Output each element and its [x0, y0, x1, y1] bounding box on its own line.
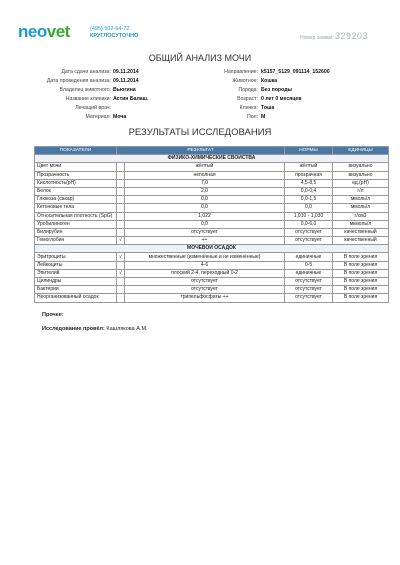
- cell-mark: [117, 179, 125, 187]
- cell-parameter: Кислотность(pH): [35, 179, 117, 187]
- cell-result: 2,0: [125, 187, 285, 195]
- cell-result: 1,022: [125, 212, 285, 220]
- cell-result: неполная: [125, 171, 285, 179]
- table-row: [35, 261, 389, 269]
- cell-norm: 4,5-8,5: [285, 179, 333, 187]
- info-value: 09.11.2014: [113, 69, 139, 75]
- table-row: [35, 187, 389, 195]
- contact-block: [90, 26, 138, 40]
- cell-parameter: Белок: [35, 187, 117, 195]
- cell-norm: отсутствует: [285, 294, 333, 302]
- table-row: [35, 171, 389, 179]
- cell-unit: качественный: [333, 237, 389, 245]
- info-label: Порода:: [238, 87, 258, 93]
- info-value: Без породы: [261, 87, 292, 93]
- cell-mark: [117, 196, 125, 204]
- info-label: Направление:: [224, 69, 258, 75]
- info-value: Астин Балаш.: [113, 96, 149, 102]
- document-title: ОБЩИЙ АНАЛИЗ МОЧИ: [148, 53, 252, 63]
- info-label: Животное:: [232, 78, 258, 84]
- section-title: ФИЗИКО-ХИМИЧЕСКИЕ СВОЙСТВА: [35, 155, 389, 163]
- cell-parameter: Эритроциты: [35, 253, 117, 261]
- section-row: [35, 245, 389, 253]
- cell-mark: [117, 278, 125, 286]
- cell-result: отсутствует: [125, 228, 285, 236]
- results-title: РЕЗУЛЬТАТЫ ИССЛЕДОВАНИЯ: [128, 127, 272, 138]
- cell-mark: [117, 163, 125, 171]
- cell-mark: [117, 171, 125, 179]
- cell-norm: единичные: [285, 269, 333, 277]
- cell-parameter: Эпителий: [35, 269, 117, 277]
- cell-result: отсутствует: [125, 278, 285, 286]
- column-header: ЕДИНИЦЫ: [333, 147, 389, 155]
- info-label: Владелец животного:: [59, 87, 111, 93]
- cell-result: 4-6: [125, 261, 285, 269]
- cell-mark: [117, 294, 125, 302]
- table-row: [35, 204, 389, 212]
- cell-result: 0,0: [125, 220, 285, 228]
- info-label: Пол:: [247, 114, 258, 120]
- cell-mark: [117, 220, 125, 228]
- info-label: Лечащий врач:: [75, 105, 111, 111]
- cell-unit: ед.(pH): [333, 179, 389, 187]
- results-table: [34, 146, 389, 303]
- cell-unit: г/см3: [333, 212, 389, 220]
- cell-unit: г/л: [333, 187, 389, 195]
- info-label: Дата сдачи анализа:: [61, 69, 111, 75]
- info-value: Вьюгина: [113, 87, 136, 93]
- cell-norm: 0-5: [285, 261, 333, 269]
- table-row: [35, 228, 389, 236]
- info-right: [200, 68, 400, 124]
- table-row: [35, 220, 389, 228]
- info-label: Название клиники:: [65, 96, 111, 102]
- hours-label: КРУГЛОСУТОЧНО: [90, 33, 139, 39]
- performed-by: Кашлякова А.М.: [106, 326, 148, 332]
- info-value: 09.11.2014: [113, 78, 139, 84]
- table-row: [35, 269, 389, 277]
- cell-mark: √: [117, 237, 125, 245]
- section-row: [35, 155, 389, 163]
- cell-unit: В поле зрения: [333, 261, 389, 269]
- column-header: РЕЗУЛЬТАТ: [117, 147, 285, 155]
- neovet-logo: neovet: [18, 22, 70, 41]
- cell-result: 0,0: [125, 196, 285, 204]
- cell-norm: единичные: [285, 253, 333, 261]
- cell-result: жёлтый: [125, 163, 285, 171]
- info-left: [0, 68, 200, 124]
- cell-result: отсутствует: [125, 286, 285, 294]
- section-title: МОЧЕВОЙ ОСАДОК: [35, 245, 389, 253]
- info-value: Кошка: [261, 78, 278, 84]
- info-value: Тоша: [261, 105, 275, 111]
- cell-norm: прозрачная: [285, 171, 333, 179]
- column-header: НОРМЫ: [285, 147, 333, 155]
- table-row: [35, 294, 389, 302]
- note-label: Прочее:: [42, 312, 64, 318]
- info-value: 0 лет 0 месяцев: [261, 96, 302, 102]
- cell-parameter: Билирубин: [35, 228, 117, 236]
- cell-norm: 0,0-6,0: [285, 220, 333, 228]
- performed-by-block: [42, 326, 148, 332]
- info-value: k5157_5129_091114_152600: [261, 69, 330, 75]
- cell-unit: визуально: [333, 163, 389, 171]
- cell-norm: отсутствует: [285, 278, 333, 286]
- cell-norm: жёлтый: [285, 163, 333, 171]
- info-value: Моча: [113, 114, 127, 120]
- cell-unit: визуально: [333, 171, 389, 179]
- cell-norm: 0,0-1,5: [285, 196, 333, 204]
- cell-parameter: Неорганизованный осадок: [35, 294, 117, 302]
- cell-norm: отсутствует: [285, 286, 333, 294]
- cell-mark: [117, 228, 125, 236]
- cell-result: 7,0: [125, 179, 285, 187]
- cell-unit: В поле зрения: [333, 278, 389, 286]
- cell-mark: √: [117, 269, 125, 277]
- cell-unit: ммоль/л: [333, 204, 389, 212]
- table-row: [35, 163, 389, 171]
- table-row: [35, 237, 389, 245]
- cell-mark: [117, 286, 125, 294]
- cell-parameter: Цвет мочи: [35, 163, 117, 171]
- cell-parameter: Гемоглобин: [35, 237, 117, 245]
- cell-mark: [117, 204, 125, 212]
- table-row: [35, 196, 389, 204]
- cell-parameter: Кетоновые тела: [35, 204, 117, 212]
- cell-mark: [117, 187, 125, 195]
- cell-parameter: Глюкоза (сахар): [35, 196, 117, 204]
- info-label: Кличка:: [239, 105, 258, 111]
- table-row: [35, 278, 389, 286]
- performed-label: Исследование провёл:: [42, 326, 105, 332]
- cell-norm: 0,0-0,4: [285, 187, 333, 195]
- cell-norm: отсутствует: [285, 237, 333, 245]
- cell-unit: ммоль/л: [333, 196, 389, 204]
- table-row: [35, 253, 389, 261]
- cell-unit: В поле зрения: [333, 253, 389, 261]
- info-label: Материал:: [85, 114, 111, 120]
- phone-number: (495) 502-64-72: [90, 26, 130, 32]
- cell-unit: В поле зрения: [333, 269, 389, 277]
- cell-parameter: Относительная плотность (SpG): [35, 212, 117, 220]
- cell-result: плоский 2-4, переходный 0-2: [125, 269, 285, 277]
- cell-result: 0,0: [125, 204, 285, 212]
- request-number-block: [300, 31, 368, 41]
- cell-norm: 0,0: [285, 204, 333, 212]
- cell-unit: В поле зрения: [333, 286, 389, 294]
- cell-parameter: Бактерии: [35, 286, 117, 294]
- request-number: 329203: [334, 31, 369, 41]
- cell-parameter: Уробилиноген: [35, 220, 117, 228]
- cell-mark: [117, 261, 125, 269]
- table-row: [35, 286, 389, 294]
- cell-result: трипельфосфаты ++: [125, 294, 285, 302]
- column-header: ПОКАЗАТЕЛИ: [35, 147, 117, 155]
- table-row: [35, 212, 389, 220]
- cell-norm: отсутствует: [285, 228, 333, 236]
- cell-result: ++: [125, 237, 285, 245]
- cell-unit: В поле зрения: [333, 294, 389, 302]
- info-value: М: [261, 114, 266, 120]
- cell-mark: [117, 212, 125, 220]
- cell-parameter: Цилиндры: [35, 278, 117, 286]
- request-label: Номер заявки:: [300, 35, 334, 41]
- cell-result: множественные (изменённые и не изменённые): [125, 253, 285, 261]
- table-header-row: [35, 147, 389, 155]
- table-row: [35, 179, 389, 187]
- cell-norm: 1,010 - 1,030: [285, 212, 333, 220]
- cell-unit: качественный: [333, 228, 389, 236]
- cell-parameter: Лейкоциты: [35, 261, 117, 269]
- info-label: Возраст:: [237, 96, 258, 102]
- cell-unit: мкмоль/л: [333, 220, 389, 228]
- cell-parameter: Прозрачность: [35, 171, 117, 179]
- cell-mark: √: [117, 253, 125, 261]
- info-label: Дата проведения анализа:: [46, 78, 111, 84]
